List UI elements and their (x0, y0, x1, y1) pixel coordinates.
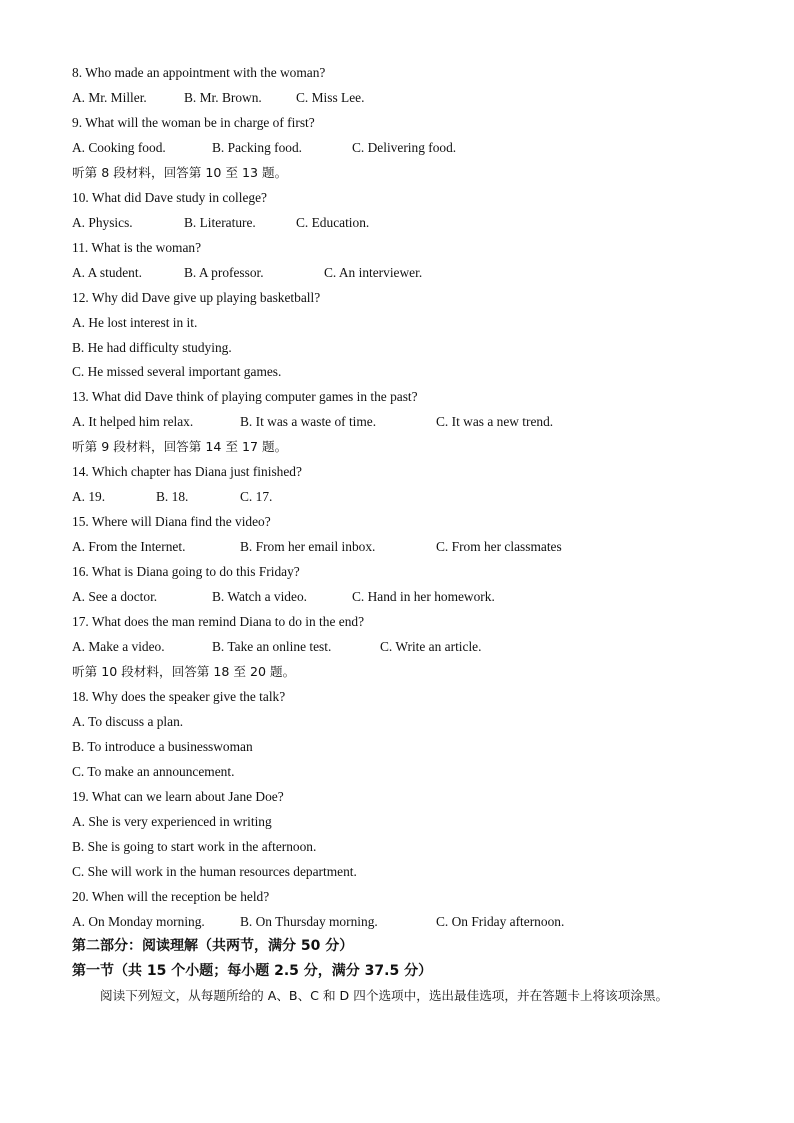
question-stem: 19. What can we learn about Jane Doe? (72, 789, 284, 804)
question-stem: 8. Who made an appointment with the woman? (72, 65, 326, 80)
option-b: B. To introduce a businesswoman (72, 739, 253, 754)
option-c: C. On Friday afternoon. (436, 914, 565, 929)
option-b: B. 18. (156, 489, 189, 504)
option-c: C. He missed several important games. (72, 364, 282, 379)
option-c: C. Miss Lee. (296, 90, 365, 105)
option-a: A. From the Internet. (72, 539, 186, 554)
option-c: C. 17. (240, 489, 273, 504)
option-c: C. She will work in the human resources department. (72, 864, 357, 879)
option-c: C. Hand in her homework. (352, 589, 495, 604)
question-stem: 14. Which chapter has Diana just finished? (72, 464, 302, 479)
question-stem: 18. Why does the speaker give the talk? (72, 689, 286, 704)
instruction-text: 阅读下列短文，从每题所给的 A、B、C 和 D 四个选项中，选出最佳选项，并在答题卡上将该项涂黑。 (100, 988, 669, 1003)
section-direction: 听第 8 段材料，回答第 10 至 13 题。 (72, 165, 288, 180)
option-c: C. It was a new trend. (436, 414, 554, 429)
option-a: A. Physics. (72, 215, 133, 230)
option-a: A. She is very experienced in writing (72, 814, 272, 829)
option-c: C. An interviewer. (324, 265, 423, 280)
option-c: C. Delivering food. (352, 140, 457, 155)
option-b: B. Mr. Brown. (184, 90, 262, 105)
section-heading: 第一节（共 15 个小题；每小题 2.5 分，满分 37.5 分） (72, 963, 433, 979)
option-a: A. A student. (72, 265, 142, 280)
option-b: B. From her email inbox. (240, 539, 376, 554)
option-c: C. From her classmates (436, 539, 562, 554)
option-a: A. On Monday morning. (72, 914, 205, 929)
option-b: B. Watch a video. (212, 589, 307, 604)
question-stem: 10. What did Dave study in college? (72, 190, 267, 205)
option-a: A. See a doctor. (72, 589, 158, 604)
option-a: A. Make a video. (72, 639, 165, 654)
question-stem: 15. Where will Diana find the video? (72, 514, 271, 529)
section-direction: 听第 10 段材料，回答第 18 至 20 题。 (72, 664, 296, 679)
question-stem: 16. What is Diana going to do this Friday? (72, 564, 300, 579)
question-stem: 9. What will the woman be in charge of first? (72, 115, 315, 130)
option-b: B. A professor. (184, 265, 264, 280)
section-direction: 听第 9 段材料，回答第 14 至 17 题。 (72, 439, 288, 454)
option-a: A. He lost interest in it. (72, 315, 198, 330)
option-b: B. Packing food. (212, 140, 303, 155)
option-b: B. She is going to start work in the afternoon. (72, 839, 317, 854)
option-a: A. Cooking food. (72, 140, 166, 155)
option-b: B. On Thursday morning. (240, 914, 378, 929)
option-a: A. Mr. Miller. (72, 90, 147, 105)
option-c: C. Education. (296, 215, 370, 230)
question-stem: 11. What is the woman? (72, 240, 202, 255)
option-a: A. It helped him relax. (72, 414, 194, 429)
question-stem: 20. When will the reception be held? (72, 889, 270, 904)
part-heading: 第二部分：阅读理解（共两节，满分 50 分） (72, 938, 354, 954)
option-a: A. 19. (72, 489, 106, 504)
option-b: B. Take an online test. (212, 639, 332, 654)
option-b: B. It was a waste of time. (240, 414, 377, 429)
option-b: B. He had difficulty studying. (72, 340, 232, 355)
question-stem: 12. Why did Dave give up playing basketball? (72, 290, 321, 305)
option-c: C. Write an article. (380, 639, 482, 654)
option-a: A. To discuss a plan. (72, 714, 184, 729)
option-c: C. To make an announcement. (72, 764, 235, 779)
question-stem: 17. What does the man remind Diana to do in the end? (72, 614, 365, 629)
option-b: B. Literature. (184, 215, 256, 230)
question-stem: 13. What did Dave think of playing computer games in the past? (72, 389, 418, 404)
